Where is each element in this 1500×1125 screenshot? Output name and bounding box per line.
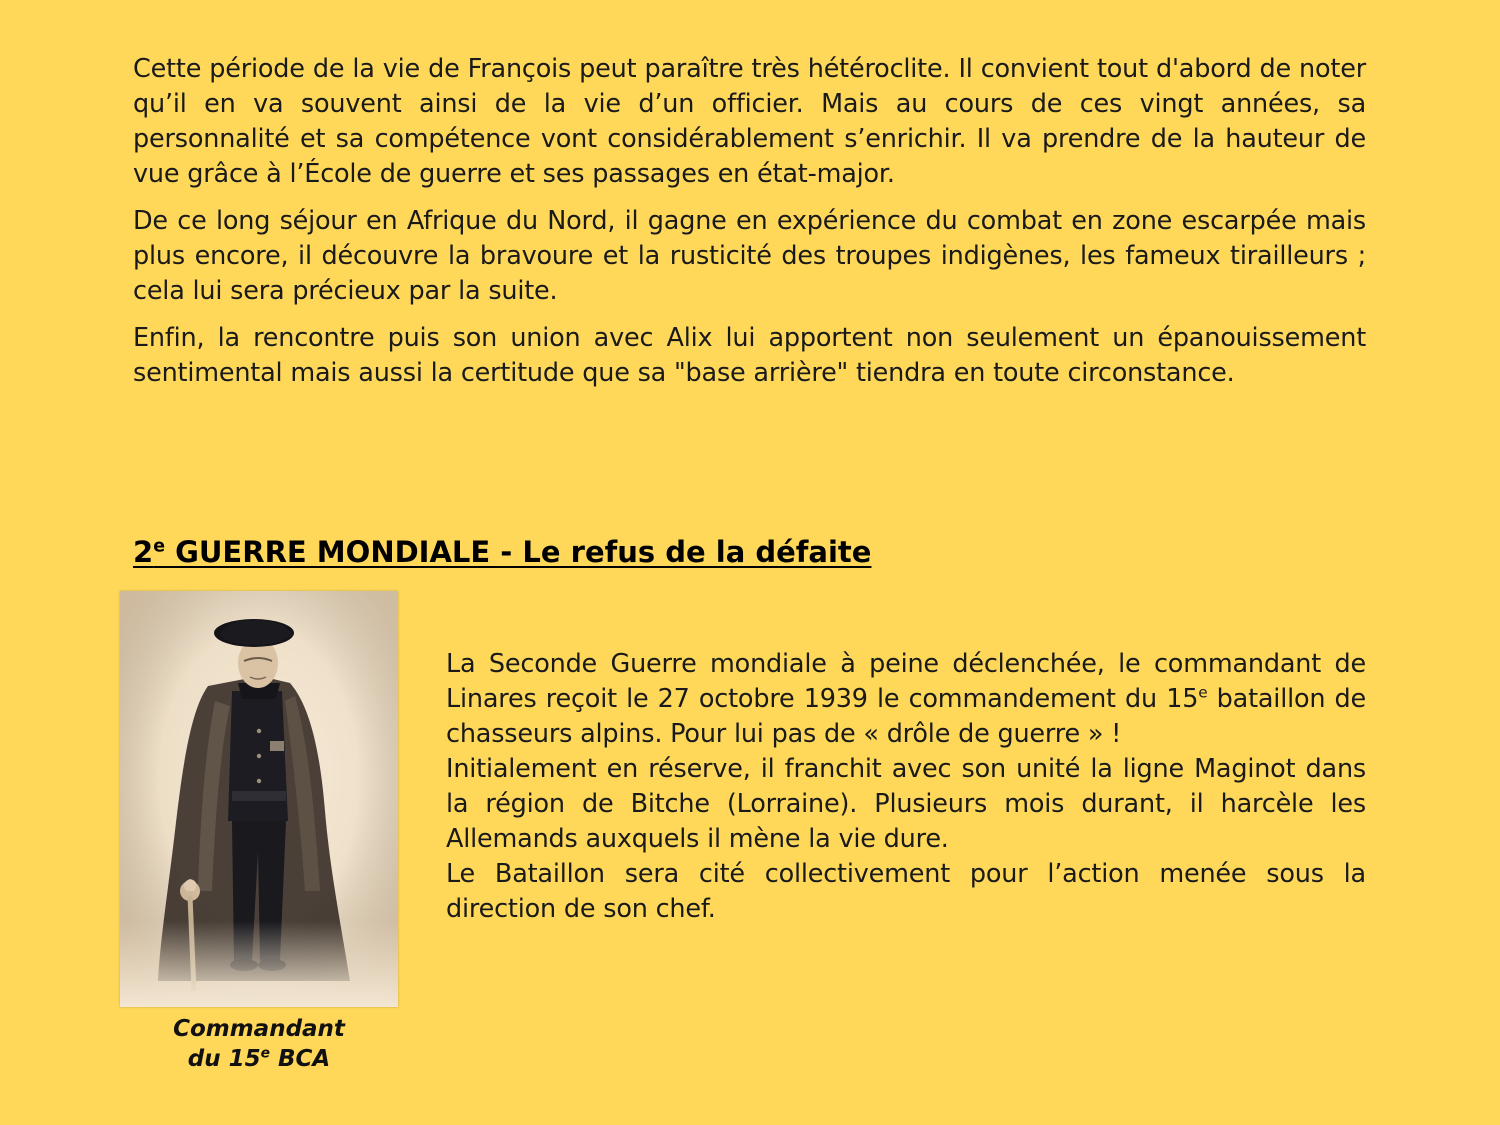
section-title-text: GUERRE MONDIALE - Le refus de la défaite xyxy=(164,535,872,569)
section-title-number: 2 xyxy=(133,535,154,569)
body-paragraph-2: Initialement en réserve, il franchit avec son unité la ligne Maginot dans la région de Bitche (Lorraine). Plusieurs mois durant, il harcèle les Allemands auxquels il mène la vie dure. xyxy=(446,754,1366,854)
intro-paragraph-3: Enfin, la rencontre puis son union avec Alix lui apportent non seulement un épanouissement sentimental mais aussi la certitude que sa "base arrière" tiendra en toute circonstance. xyxy=(133,323,1366,388)
caption-line-2-prefix: du 15 xyxy=(187,1046,261,1072)
soldier-portrait-image xyxy=(120,591,398,1007)
body-paragraph-1 xyxy=(446,647,1366,752)
intro-text xyxy=(133,52,1366,403)
intro-paragraph-2: De ce long séjour en Afrique du Nord, il gagne en expérience du combat en zone escarpée mais plus encore, il découvre la bravoure et la rusticité des troupes indigènes, les fameux tirailleurs ; cela lui sera précieux par la suite. xyxy=(133,206,1366,306)
caption-line-2 xyxy=(120,1044,398,1074)
body-paragraph-1-sup: e xyxy=(1198,683,1208,702)
caption-line-1: Commandant xyxy=(173,1016,345,1042)
section-title-sup: e xyxy=(153,536,165,557)
caption-line-2-sup: e xyxy=(260,1045,270,1062)
body-paragraph-1-b: bataillon de chasseurs alpins. Pour lui pas de « drôle de guerre » ! xyxy=(446,684,1366,749)
caption-line-2-suffix: BCA xyxy=(270,1046,331,1072)
body-paragraph-1-a: La Seconde Guerre mondiale à peine déclenchée, le commandant de Linares reçoit le 27 octobre 1939 le commandement du 15 xyxy=(446,649,1366,714)
body-text xyxy=(446,647,1366,927)
portrait-photo xyxy=(120,591,398,1007)
photo-caption xyxy=(120,1014,398,1074)
section-title xyxy=(133,532,871,572)
body-paragraph-3: Le Bataillon sera cité collectivement pour l’action menée sous la direction de son chef. xyxy=(446,859,1366,924)
intro-paragraph-1: Cette période de la vie de François peut paraître très hétéroclite. Il convient tout d'abord de noter qu’il en va souvent ainsi de la vie d’un officier. Mais au cours de ces vingt années, sa personnalité et sa compétence vont considérablement s’enrichir. Il va prendre de la hauteur de vue grâce à l’École de guerre et ses passages en état-major. xyxy=(133,54,1366,189)
